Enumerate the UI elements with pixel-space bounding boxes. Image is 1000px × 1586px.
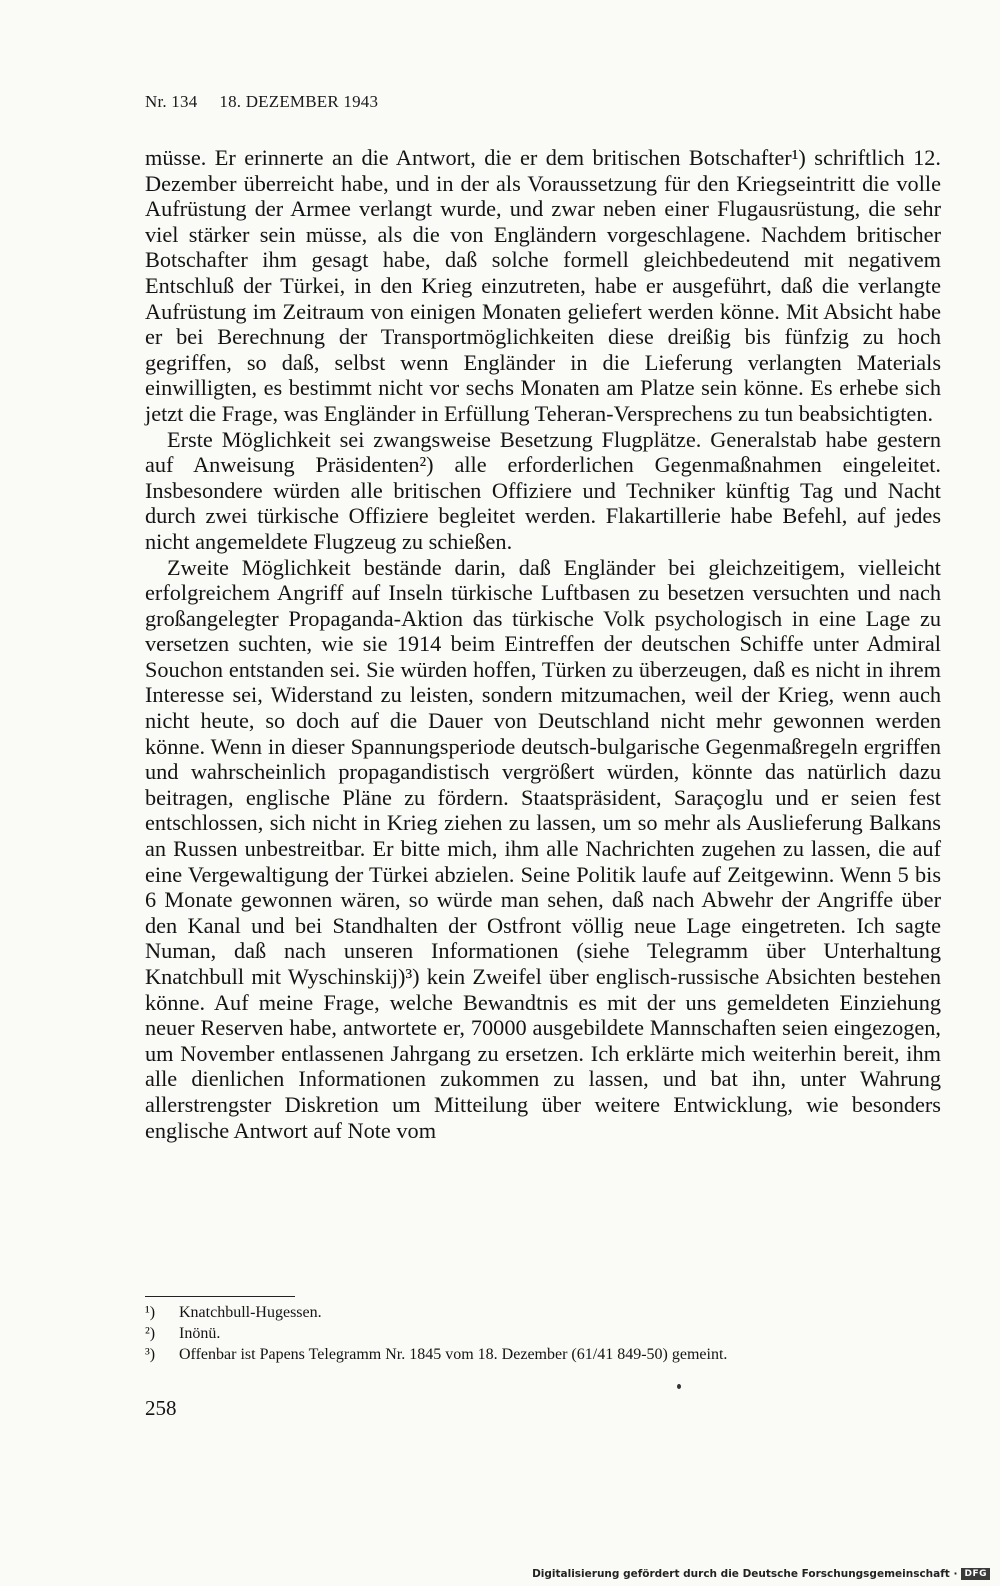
footnote-mark: ³) (145, 1346, 156, 1363)
paragraph-3: Zweite Möglichkeit bestände darin, daß Engländer bei gleichzeitigem, vielleicht erfolgreichem Angriff auf Inseln türkische Luftbasen zu besetzen versuchten und nach großangelegter Propaganda-Aktion das türkische Volk psychologisch in eine Lage zu versetzen suchten, wie sie 1914 beim Eintreffen der deutschen Schiffe unter Admiral Souchon entstanden sei. Sie würden hoffen, Türken zu überzeugen, daß es nicht in ihrem Interesse sei, Widerstand zu leisten, sondern mitzumachen, weil der Krieg, wenn auch nicht heute, so doch auf die Dauer von Deutschland nicht mehr gewonnen werden könne. Wenn in dieser Spannungsperiode deutsch-bulgarische Gegenmaßregeln ergriffen und wahrscheinlich propagandistisch vergrößert würden, könnte das natürlich dazu beitragen, englische Pläne zu fördern. Staatspräsident, Saraçoglu und er seien fest entschlossen, sich nicht in Krieg ziehen zu lassen, um so mehr als Auslieferung Balkans an Russen unbestreitbar. Er bitte mich, ihm alle Nachrichten zugehen zu lassen, die auf eine Vergewaltigung der Türkei abzielen. Seine Politik laufe auf Zeitgewinn. Wenn 5 bis 6 Monate gewonnen wären, so würde man sehen, daß nach Abwehr der Angriffe über den Kanal und bei Standhalten der Ostfront völlig neue Lage eingetreten. Ich sagte Numan, daß nach unseren Informationen (siehe Telegramm über Unterhaltung Knatchbull mit Wyschinskij)³) kein Zweifel über englisch-russische Absichten bestehen könne. Auf meine Frage, welche Bewandtnis es mit der uns gemeldeten Einziehung neuer Reserven habe, antwortete er, 70000 ausgebildete Mannschaften seien eingezogen, um November entlassenen Jahrgang zu ersetzen. Ich erklärte mich weiterhin bereit, ihm alle dienlichen Informationen zukommen zu lassen, und bat ihn, unter Wahrung allerstrengster Diskretion um Mitteilung über weitere Entwicklung, wie besonders englische Antwort auf Note vom (145, 554, 941, 1143)
paragraph-2: Erste Möglichkeit sei zwangsweise Besetzung Flugplätze. Generalstab habe gestern auf Anweisung Präsidenten²) alle erforderlichen Gegenmaßnahmen eingeleitet. Insbesondere würden alle britischen Offiziere und Techniker künftig Tag und Nacht durch zwei türkische Offiziere begleitet werden. Flakartillerie habe Befehl, auf jedes nicht angemeldete Flugzeug zu schießen. (145, 426, 941, 554)
footnote-text: Knatchbull-Hugessen. (179, 1304, 322, 1321)
footnotes (145, 1302, 945, 1365)
footnote-1 (145, 1302, 945, 1323)
footnote-text: Offenbar ist Papens Telegramm Nr. 1845 vom 18. Dezember (61/41 849-50) gemeint. (179, 1346, 728, 1363)
running-head (145, 92, 378, 112)
footnote-divider (145, 1296, 295, 1297)
credit-text: Digitalisierung gefördert durch die Deutsche Forschungsgemeinschaft · (532, 1568, 958, 1580)
digitization-credit (532, 1568, 990, 1580)
footnote-3 (145, 1344, 945, 1365)
body-text (145, 145, 941, 1143)
footnote-2 (145, 1323, 945, 1344)
footnote-text: Inönü. (179, 1325, 221, 1342)
scan-speck (677, 1384, 681, 1389)
document-number: Nr. 134 (145, 92, 198, 111)
dfg-logo-icon: DFG (961, 1568, 990, 1580)
paragraph-1: müsse. Er erinnerte an die Antwort, die er dem britischen Botschafter¹) schriftlich 12. Dezember überreicht habe, und in der als Voraussetzung für den Kriegseintritt die volle Aufrüstung der Armee verlangt wurde, und zwar neben einer Flugausrüstung, die sehr viel stärker sein müsse, als die von Engländern vorgeschlagene. Nachdem britischer Botschafter ihm gesagt habe, daß solche formell gleichbedeutend mit negativem Entschluß der Türkei, in den Krieg einzutreten, habe er ausgeführt, daß die verlangte Aufrüstung im Zeitraum von einigen Monaten geliefert werden könne. Mit Absicht habe er bei Berechnung der Transportmöglichkeiten diese dreißig bis fünfzig zu hoch gegriffen, so daß, selbst wenn Engländer in die Lieferung verlangten Materials einwilligten, es bestimmt nicht vor sechs Monaten am Platze sein könne. Es erhebe sich jetzt die Frage, was Engländer in Erfüllung Teheran-Versprechens zu tun beabsichtigten. (145, 145, 941, 426)
document-date: 18. DEZEMBER 1943 (219, 92, 379, 111)
footnote-mark: ¹) (145, 1304, 156, 1321)
footnote-mark: ²) (145, 1325, 156, 1342)
page-number: 258 (145, 1396, 177, 1420)
